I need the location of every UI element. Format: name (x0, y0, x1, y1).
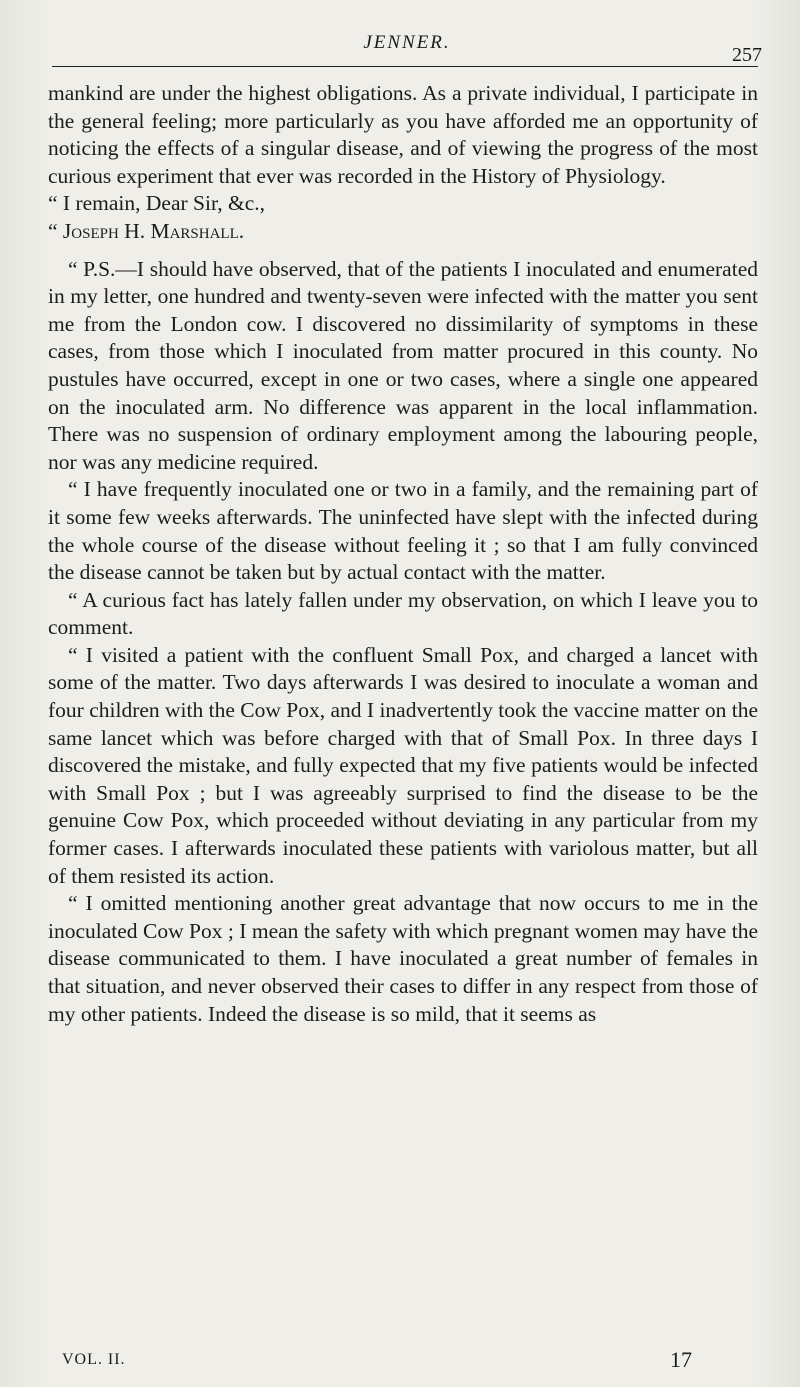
signature-name: Joseph H. Marshall. (62, 218, 245, 243)
volume-label: VOL. II. (62, 1351, 126, 1368)
paragraph-family-inoculation: “ I have frequently inoculated one or two in a family, and the remaining part of it some few weeks afterwards. The uninfected have slept with the infected during the whole course of the disease without feeling it ; so that I am fully convinced the disease cannot be taken but by actual contact with the matter. (48, 477, 758, 585)
paragraph-postscript: “ P.S.—I should have observed, that of the patients I inoculated and enumerated in my letter, one hundred and twenty-seven were infected with the matter you sent me from the London cow. I discovered no dissimilarity of symptoms in these cases, from those which I inoculated from matter procured in this county. No pustules have occurred, except in one or two cases, where a single one appeared on the inoculated arm. No difference was apparent in the local inflammation. There was no suspension of ordinary employment among the labouring people, nor was any medicine required. (48, 256, 758, 474)
letter-closing: “ I remain, Dear Sir, &c., (48, 191, 266, 216)
page-footer (62, 1347, 692, 1381)
signature-mark: 17 (670, 1347, 692, 1372)
paragraph-pregnant-women: “ I omitted mentioning another great advantage that now occurs to me in the inoculated Cow Pox ; I mean the safety with which pregnant women may have the disease communicated to them. I have inoculated a great number of females in that situation, and never observed their cases to differ in any respect from those of my other patients. Indeed the disease is so mild, that it seems as (48, 891, 758, 1026)
signature-quote: “ (48, 218, 58, 243)
running-title: JENNER. (363, 32, 451, 53)
body-text (48, 80, 758, 1028)
paragraph-curious-fact: “ A curious fact has lately fallen under my observation, on which I leave you to comment. (48, 587, 758, 640)
header-rule (52, 66, 758, 67)
letter-signature (48, 218, 758, 246)
paragraph-lancet: “ I visited a patient with the confluent Small Pox, and charged a lancet with some of the matter. Two days afterwards I was desired to inoculate a woman and four children with the Cow Pox, and I inadvertently took the vaccine matter on the same lancet which was before charged with that of Small Pox. In three days I discovered the mistake, and fully expected that my five patients would be infected with Small Pox ; but I was agreeably surprised to find the disease to be the genuine Cow Pox, which proceeded without deviating in any particular from my former cases. I afterwards inoculated these patients with variolous matter, but all of them resisted its action. (48, 642, 758, 888)
page-header (52, 30, 762, 70)
page-number: 257 (732, 44, 762, 66)
paragraph-continuation: mankind are under the highest obligations. As a private individual, I participate in the general feeling; more particularly as you have afforded me an opportunity of noticing the effects of a singular disease, and of viewing the progress of the most curious experiment that ever was recorded in the History of Physiology. (48, 81, 758, 188)
